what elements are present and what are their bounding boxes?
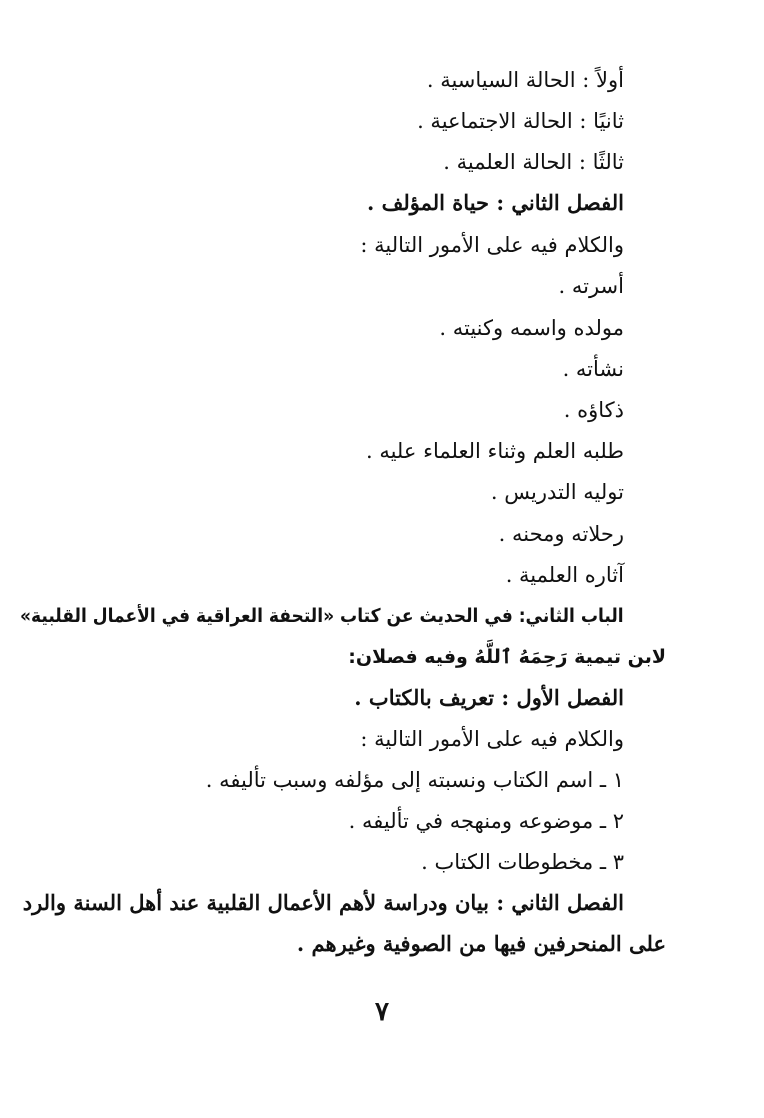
chapter-heading-heart-deeds-continued: على المنحرفين فيها من الصوفية وغيرهم .: [296, 931, 666, 956]
text-line-11: توليه التدريس .: [490, 480, 624, 504]
numbered-item-2: ٢ ـ موضوعه ومنهجه في تأليفه .: [348, 809, 624, 833]
text-line-2: ثانيًا : الحالة الاجتماعية .: [417, 109, 624, 133]
text-line-12: رحلاته ومحنه .: [498, 522, 624, 546]
part-two-heading: الباب الثاني: في الحديث عن كتاب «التحفة العراقية في الأعمال القلبية»: [20, 605, 624, 627]
text-line-3: ثالثًا : الحالة العلمية .: [443, 150, 624, 174]
text-line-9: ذكاؤه .: [563, 398, 624, 422]
text-line-6: أسرته .: [558, 274, 624, 298]
numbered-item-3: ٣ ـ مخطوطات الكتاب .: [421, 850, 624, 874]
chapter-heading-book-intro: الفصل الأول : تعريف بالكتاب .: [354, 685, 624, 710]
text-line-5: والكلام فيه على الأمور التالية :: [360, 233, 624, 257]
text-line-7: مولده واسمه وكنيته .: [439, 316, 624, 340]
text-line-17: والكلام فيه على الأمور التالية :: [360, 727, 624, 751]
text-line-10: طلبه العلم وثناء العلماء عليه .: [365, 439, 624, 463]
text-line-13: آثاره العلمية .: [505, 563, 624, 587]
numbered-item-1: ١ ـ اسم الكتاب ونسبته إلى مؤلفه وسبب تأليفه .: [205, 768, 624, 792]
text-line-8: نشأته .: [562, 357, 624, 381]
text-line-1: أولاً : الحالة السياسية .: [426, 68, 624, 92]
chapter-heading-author-life: الفصل الثاني : حياة المؤلف .: [367, 190, 624, 215]
page-number: ٧: [375, 997, 389, 1027]
chapter-heading-heart-deeds: الفصل الثاني : بيان ودراسة لأهم الأعمال القلبية عند أهل السنة والرد: [22, 890, 624, 915]
part-two-heading-continued: لابن تيمية رَحِمَهُ ٱللَّهُ وفيه فصلان:: [348, 646, 666, 668]
